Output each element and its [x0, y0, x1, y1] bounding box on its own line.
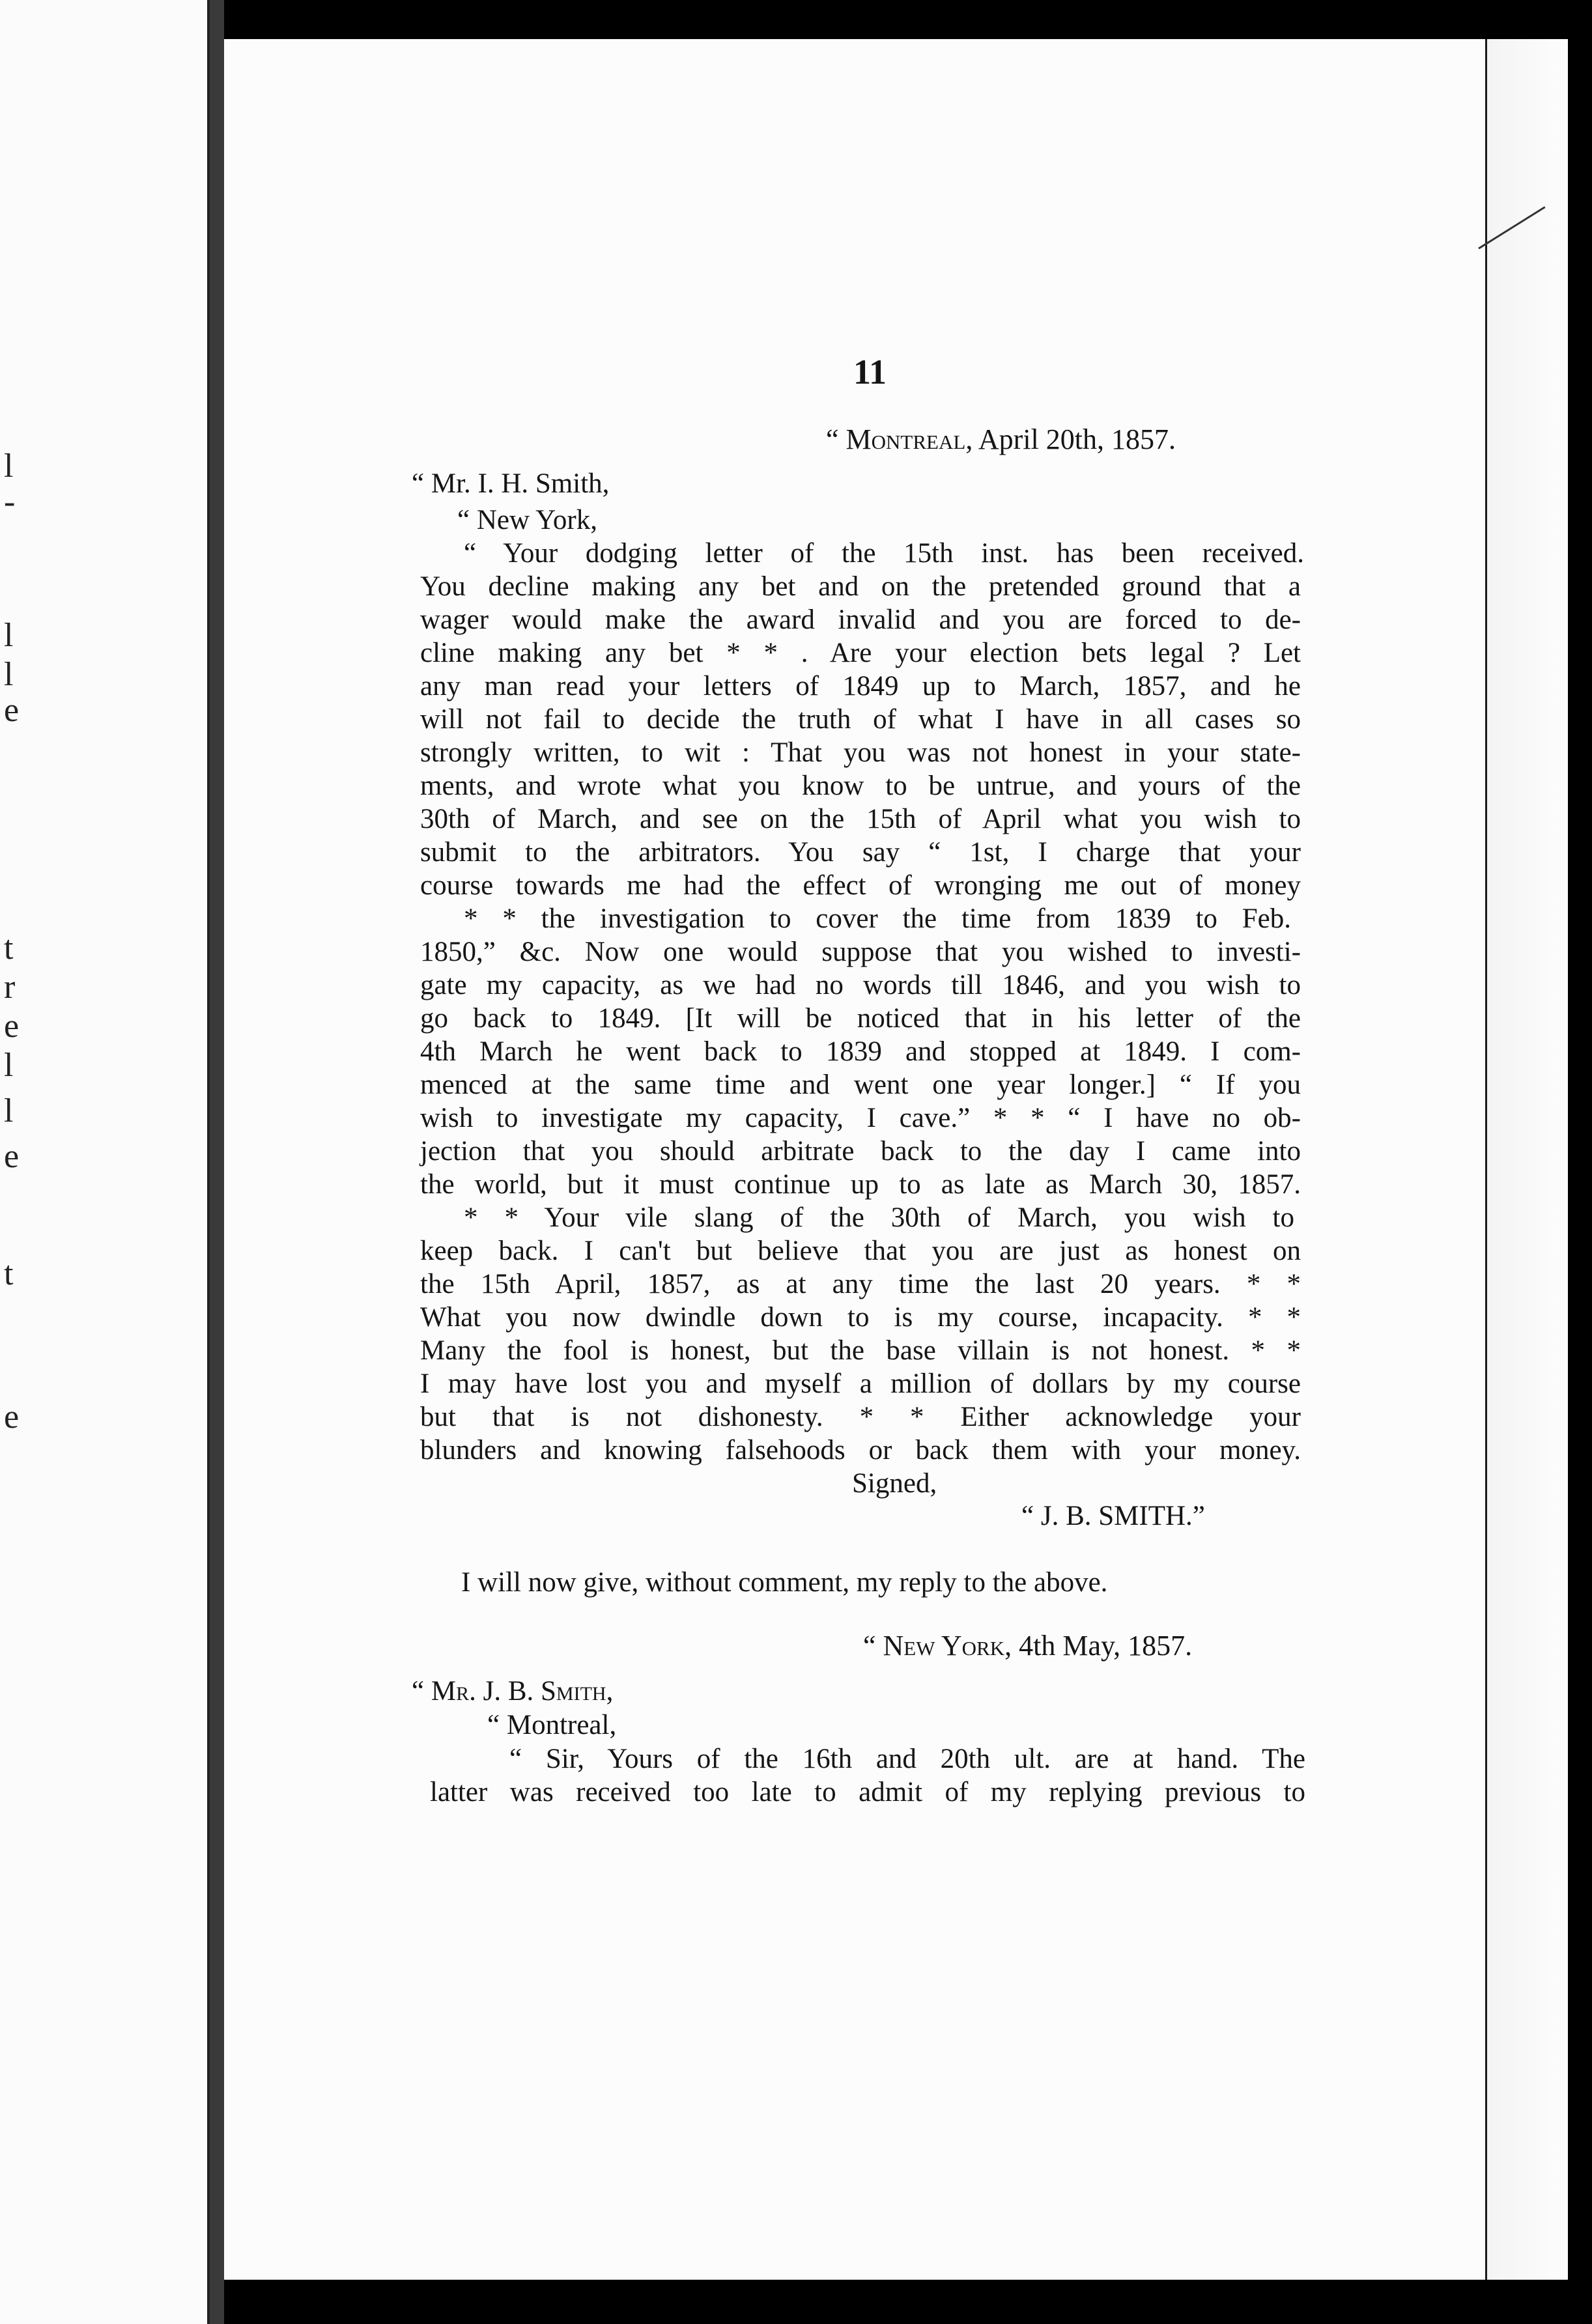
dateline-date: , April 20th, 1857. [965, 423, 1176, 455]
letter1-line: 4th March he went back to 1839 and stopped at 1849. I com- [420, 1036, 1301, 1067]
letter1-line: You decline making any bet and on the pretended ground that a [420, 571, 1301, 602]
letter1-salutation-name: “ Mr. I. H. Smith, [412, 468, 610, 499]
left-margin-mark: l [4, 1047, 14, 1084]
letter1-line: Many the fool is honest, but the base villain is not honest. * * [420, 1335, 1301, 1366]
letter1-line: 30th of March, and see on the 15th of April what you wish to [420, 804, 1301, 834]
dateline-place: New York [883, 1630, 1005, 1662]
left-margin-mark: e [4, 692, 20, 729]
letter1-line: but that is not dishonesty. * * Either acknowledge your [420, 1402, 1301, 1432]
letter1-line: will not fail to decide the truth of what I have in all cases so [420, 704, 1301, 735]
letter1-line: menced at the same time and went one year longer.] “ If you [420, 1070, 1301, 1100]
letter1-line: “ Your dodging letter of the 15th inst. has been received. [464, 538, 1304, 569]
interlude-text: I will now give, without comment, my reply to the above. [461, 1567, 1108, 1598]
left-margin-mark: t [4, 929, 14, 967]
letter1-line: I may have lost you and myself a million of dollars by my course [420, 1368, 1301, 1399]
letter1-line: blunders and knowing falsehoods or back them with your money. [420, 1435, 1301, 1466]
left-margin-mark: e [4, 1008, 20, 1045]
left-page-fragment [0, 0, 208, 2324]
book-gutter [210, 0, 224, 2324]
letter1-signed: Signed, [852, 1468, 937, 1499]
letter2-dateline [863, 1630, 1192, 1662]
letter1-line: cline making any bet * * . Are your election bets legal ? Let [420, 638, 1301, 668]
letter1-line: course towards me had the effect of wronging me out of money [420, 870, 1301, 901]
dateline-date: , 4th May, 1857. [1004, 1630, 1193, 1662]
left-margin-mark: r [4, 969, 16, 1006]
left-margin-mark: e [4, 1138, 20, 1175]
letter1-line: go back to 1849. [It will be noticed that in his letter of the [420, 1003, 1301, 1034]
letter1-dateline [826, 423, 1176, 456]
letter1-line: strongly written, to wit : That you was not honest in your state- [420, 737, 1301, 768]
left-margin-mark: l [4, 617, 14, 654]
letter1-line: wish to investigate my capacity, I cave.” * * “ I have no ob- [420, 1103, 1301, 1133]
letter2-salutation-name: “ Mr. J. B. Smith, [412, 1676, 614, 1707]
letter2-line: “ Sir, Yours of the 16th and 20th ult. are at hand. The [509, 1744, 1305, 1774]
left-margin-mark: t [4, 1255, 14, 1292]
letter1-line: * * the investigation to cover the time from 1839 to Feb. [464, 903, 1291, 934]
letter1-salutation-place: “ New York, [457, 505, 597, 535]
left-margin-mark: l [4, 656, 14, 693]
letter1-line: the world, but it must continue up to as late as March 30, 1857. [420, 1169, 1301, 1200]
left-margin-mark: l [4, 447, 14, 485]
letter1-line: submit to the arbitrators. You say “ 1st, I charge that your [420, 837, 1301, 868]
letter1-line: jection that you should arbitrate back to the day I came into [420, 1136, 1301, 1167]
letter1-line: keep back. I can't but believe that you are just as honest on [420, 1236, 1301, 1266]
letter2-line: latter was received too late to admit of my replying previous to [430, 1777, 1305, 1807]
letter1-line: wager would make the award invalid and you are forced to de- [420, 604, 1301, 635]
dateline-place: Montreal [846, 423, 966, 455]
letter1-signature: “ J. B. SMITH.” [1021, 1501, 1205, 1531]
dateline-quote: “ [863, 1630, 883, 1662]
letter1-line: 1850,” &c. Now one would suppose that you wished to investi- [420, 937, 1301, 967]
left-margin-mark: - [4, 483, 16, 520]
letter1-line: ments, and wrote what you know to be untrue, and yours of the [420, 771, 1301, 801]
letter1-line: the 15th April, 1857, as at any time the last 20 years. * * [420, 1269, 1301, 1299]
letter1-line: * * Your vile slang of the 30th of March, you wish to [464, 1202, 1294, 1233]
left-margin-mark: e [4, 1398, 20, 1436]
dateline-quote: “ [826, 423, 846, 455]
letter2-salutation-place: “ Montreal, [487, 1710, 617, 1740]
letter1-line: any man read your letters of 1849 up to March, 1857, and he [420, 671, 1301, 701]
left-margin-mark: l [4, 1092, 14, 1129]
letter1-line: gate my capacity, as we had no words till 1846, and you wish to [420, 970, 1301, 1000]
page-number: 11 [853, 352, 887, 391]
right-page-edge [1485, 39, 1568, 2280]
letter1-line: What you now dwindle down to is my course, incapacity. * * [420, 1302, 1301, 1333]
